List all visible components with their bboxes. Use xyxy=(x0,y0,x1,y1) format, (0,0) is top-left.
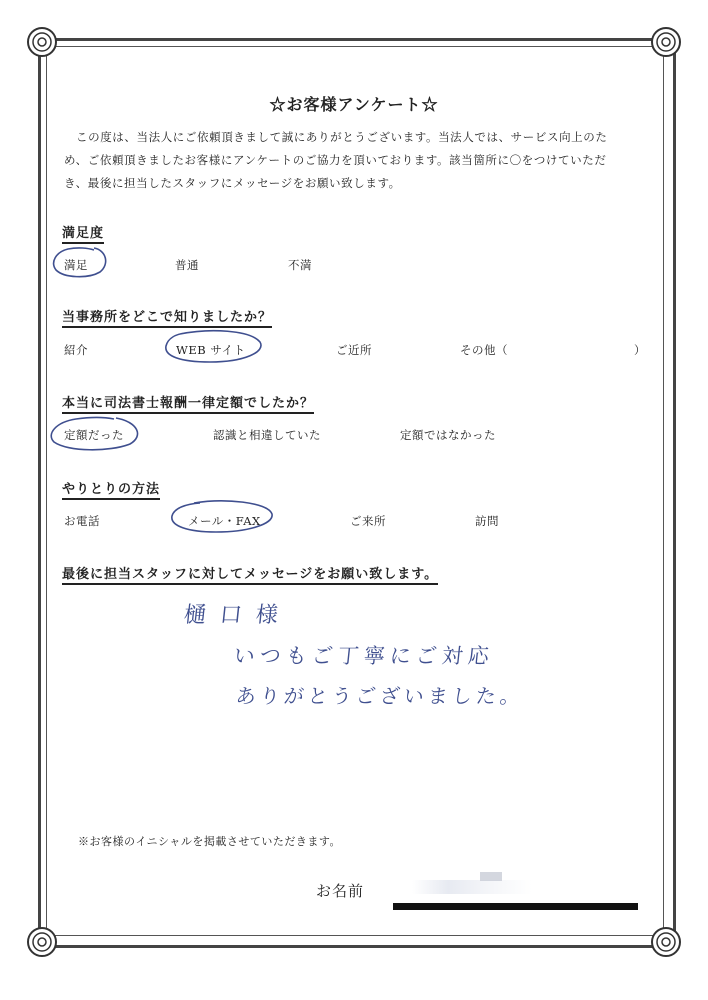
contact-option-phone[interactable]: お電話 xyxy=(64,514,100,528)
fixed-fee-option-different[interactable]: 認識と相違していた xyxy=(213,428,321,442)
corner-ornament-top-right xyxy=(649,25,683,59)
fixed-fee-option-not-fixed[interactable]: 定額ではなかった xyxy=(400,428,496,442)
contact-option-mail-fax[interactable]: メール・FAX xyxy=(188,514,261,528)
fixed-fee-option-fixed[interactable]: 定額だった xyxy=(64,428,124,442)
name-label: お名前 xyxy=(316,882,365,900)
page-title: ☆お客様アンケート☆ xyxy=(269,95,439,114)
message-heading: 最後に担当スタッフに対してメッセージをお願い致します。 xyxy=(62,563,438,585)
corner-ornament-bottom-left xyxy=(25,925,59,959)
name-redaction-block xyxy=(480,872,502,881)
satisfaction-option-neutral[interactable]: 普通 xyxy=(175,258,199,272)
fixed-fee-heading: 本当に司法書士報酬一律定額でしたか？ xyxy=(62,392,314,414)
contact-method-heading: やりとりの方法 xyxy=(62,478,160,500)
source-option-referral[interactable]: 紹介 xyxy=(64,343,88,357)
corner-ornament-bottom-right xyxy=(649,925,683,959)
satisfaction-option-dissatisfied[interactable]: 不満 xyxy=(288,258,312,272)
intro-line-1: この度は、当法人にご依頼頂きまして誠にありがとうございます。当法人では、サービス向上のた xyxy=(76,130,608,144)
source-option-website[interactable]: WEB サイト xyxy=(176,343,246,357)
name-field-redacted[interactable] xyxy=(393,903,638,910)
name-redaction-blur xyxy=(412,880,532,894)
selection-circle-mail-fax xyxy=(164,498,278,538)
intro-line-2: め、ご依頼頂きましたお客様にアンケートのご協力を頂いております。該当箇所に〇をつけていただ xyxy=(64,153,607,167)
handwritten-line-1: 樋口様 xyxy=(182,603,294,628)
source-option-neighborhood[interactable]: ご近所 xyxy=(336,343,372,357)
selection-circle-website xyxy=(160,328,266,366)
source-option-other-close: ） xyxy=(634,343,646,357)
satisfaction-heading: 満足度 xyxy=(62,222,104,244)
selection-circle-fixed xyxy=(46,414,146,454)
source-heading: 当事務所をどこで知りましたか？ xyxy=(62,306,272,328)
handwritten-line-2: いつもご丁寧にご対応 xyxy=(232,644,496,668)
intro-paragraph xyxy=(64,126,654,195)
selection-circle-satisfied xyxy=(50,244,112,280)
contact-option-visit-office[interactable]: ご来所 xyxy=(350,514,386,528)
intro-line-3: き、最後に担当したスタッフにメッセージをお願い致します。 xyxy=(64,176,401,190)
initials-note: ※お客様のイニシャルを掲載させていただきます。 xyxy=(78,835,341,848)
corner-ornament-top-left xyxy=(25,25,59,59)
handwritten-line-3: ありがとうございました。 xyxy=(234,684,526,708)
contact-option-home-visit[interactable]: 訪問 xyxy=(475,514,499,528)
source-option-other[interactable]: その他（ xyxy=(460,343,508,357)
satisfaction-option-satisfied[interactable]: 満足 xyxy=(64,258,88,272)
